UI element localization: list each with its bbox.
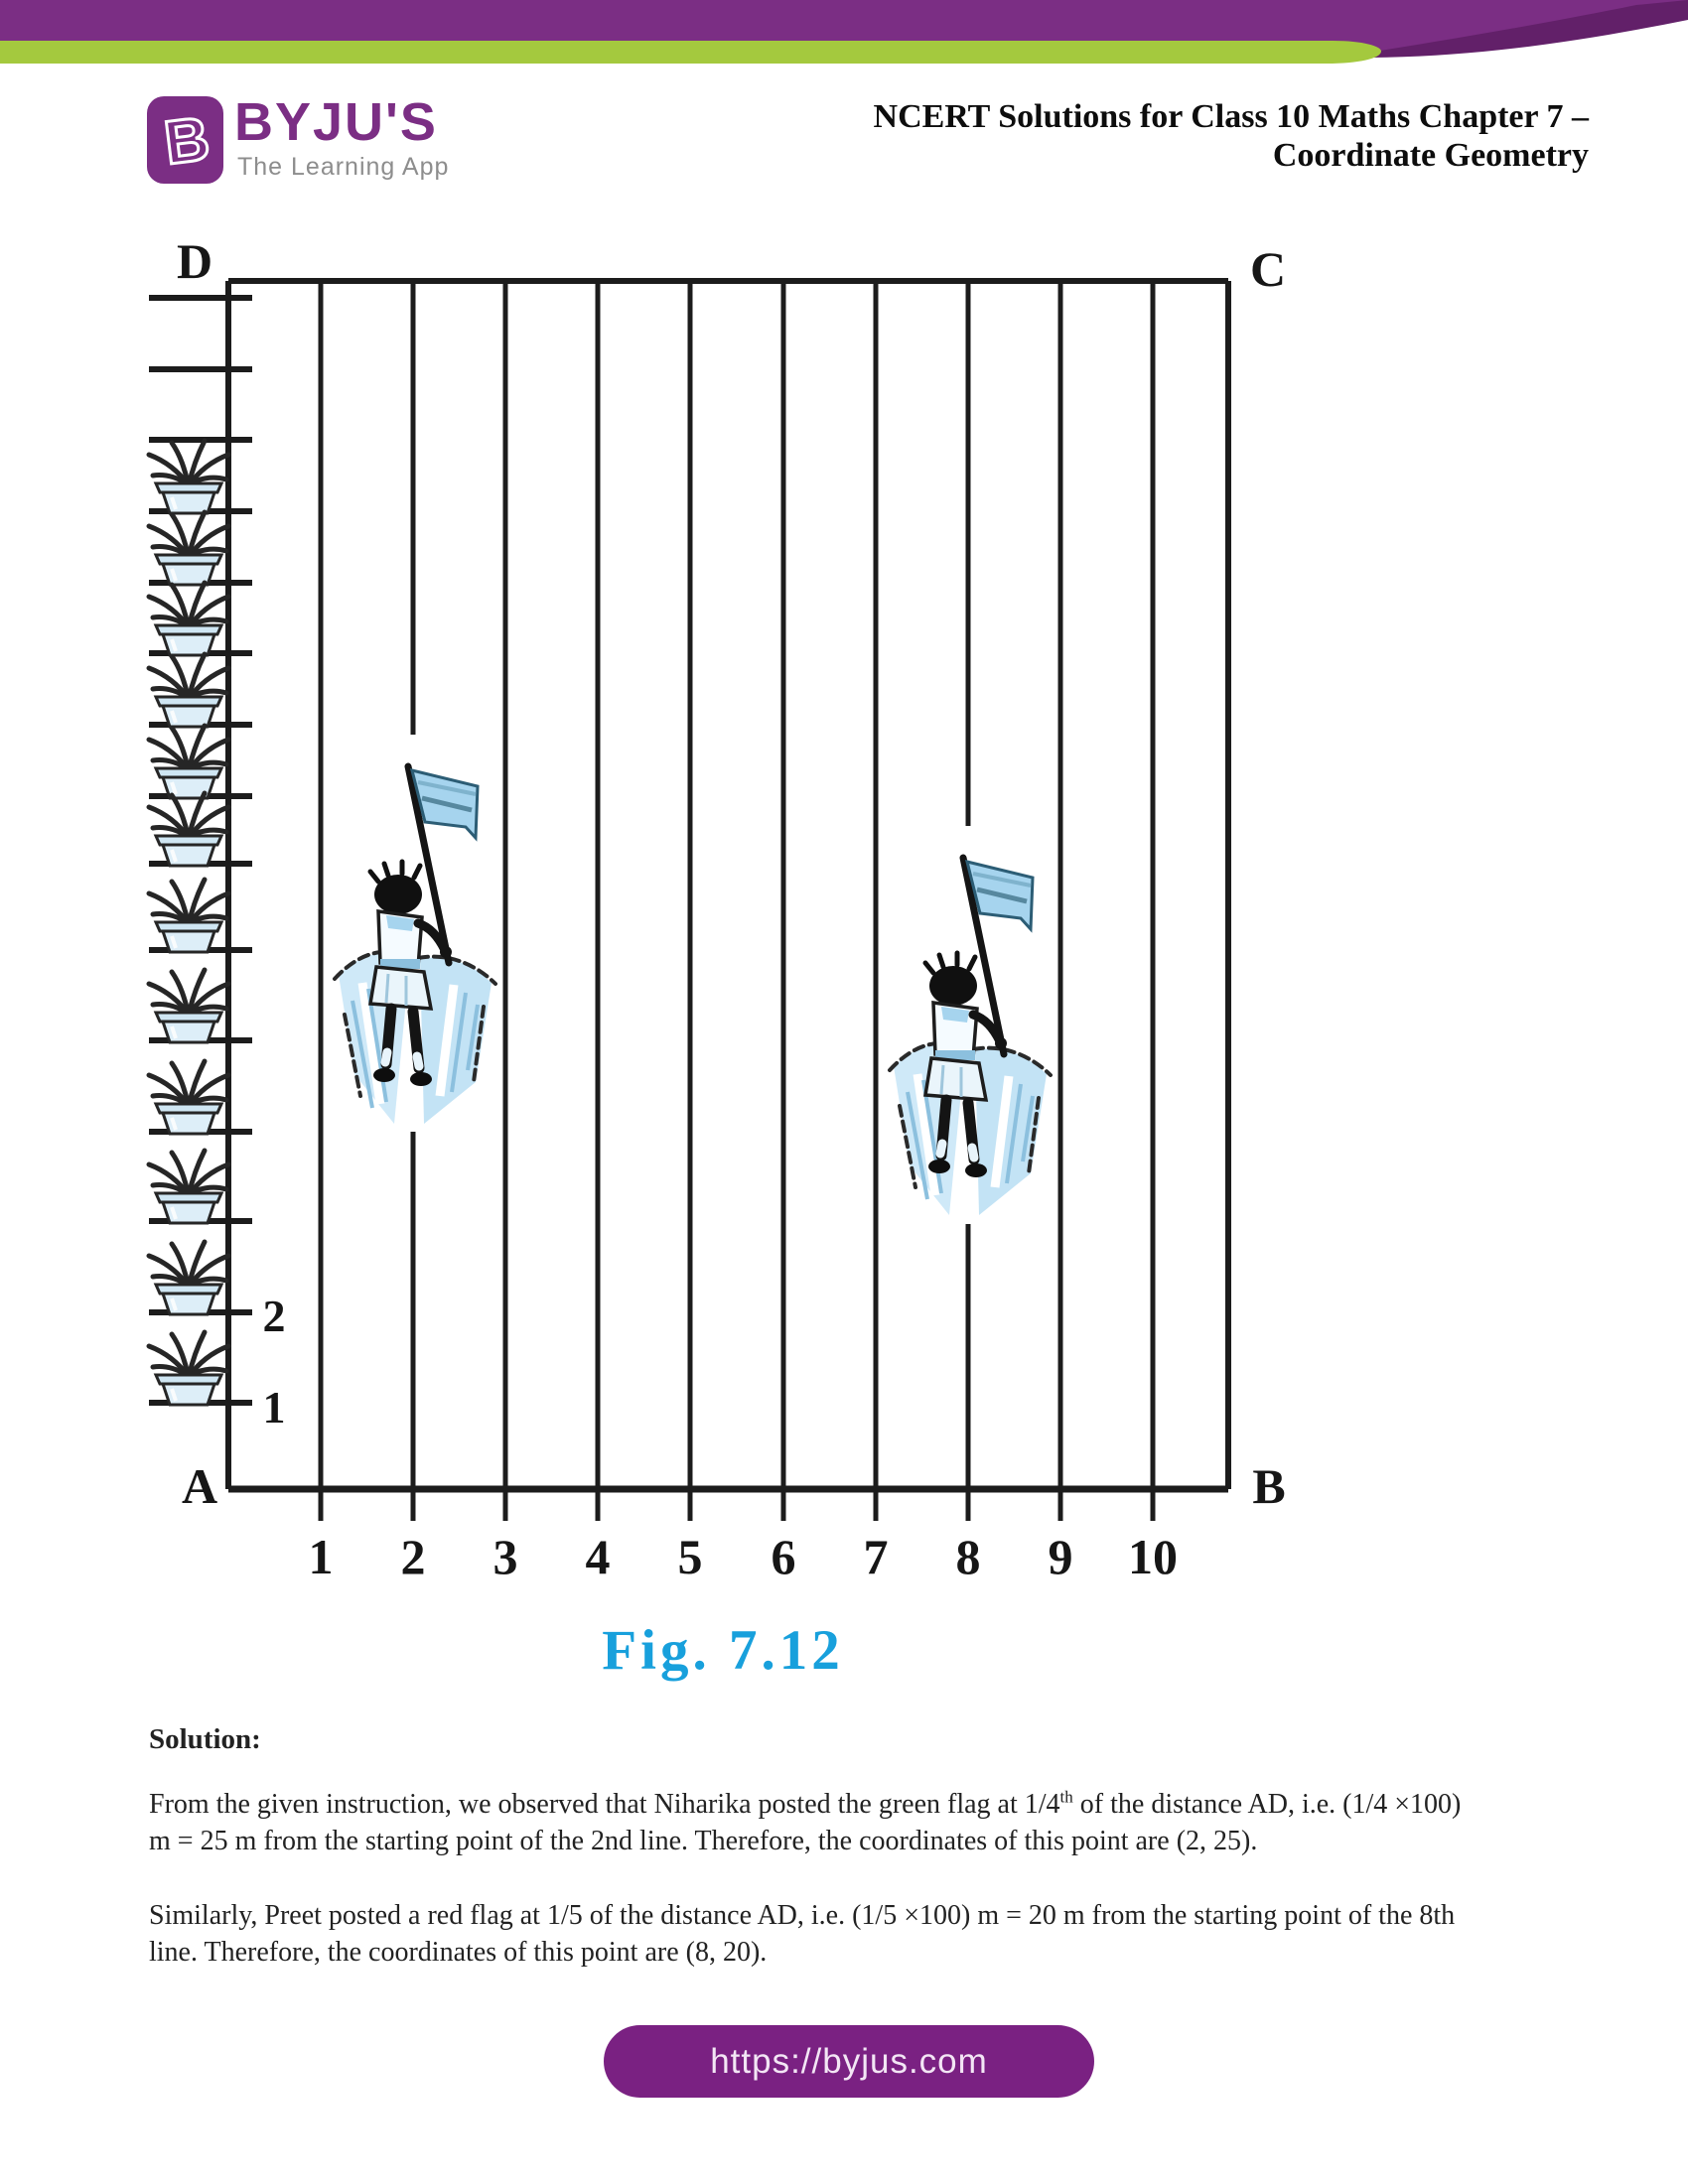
corner-label-C: C	[1249, 241, 1287, 297]
solution-section	[149, 1723, 1579, 2008]
flower-pot-icon	[149, 1242, 228, 1314]
flower-pot-icon	[149, 970, 228, 1042]
line-number-9: 9	[1048, 1529, 1073, 1584]
left-wall-ticks	[149, 298, 252, 1403]
line-number-8: 8	[955, 1529, 981, 1584]
flower-pot-icon	[149, 793, 228, 866]
flower-pot-icon	[149, 726, 228, 798]
solution-p1-line2: m = 25 m from the starting point of the 2nd line. Therefore, the coordinates of this point are (2, 25).	[149, 1826, 1258, 1856]
line-number-1: 1	[308, 1529, 334, 1584]
line-number-5: 5	[677, 1529, 703, 1584]
line-number-6: 6	[771, 1529, 796, 1584]
numbered-chalk-lines	[321, 281, 1153, 1521]
flower-pots-column	[149, 441, 228, 1405]
logo-wordmark: BYJU'S	[234, 92, 438, 152]
wall-scale-label-2: 2	[262, 1291, 286, 1341]
corner-label-A: A	[181, 1458, 218, 1514]
superscript-th: th	[1059, 1787, 1073, 1807]
flower-pot-icon	[149, 1151, 228, 1223]
byjus-logo-badge-icon	[147, 96, 223, 184]
flower-pot-icon	[149, 1061, 228, 1134]
line-number-10: 10	[1128, 1529, 1178, 1584]
corner-label-D: D	[176, 233, 213, 289]
footer-url-pill[interactable]	[604, 2025, 1094, 2098]
line-number-4: 4	[585, 1529, 611, 1584]
solution-p2-line2: line. Therefore, the coordinates of this point are (8, 20).	[149, 1937, 768, 1968]
wall-scale-label-1: 1	[262, 1382, 286, 1433]
solution-paragraph-2	[149, 1897, 1579, 1971]
line-number-3: 3	[492, 1529, 518, 1584]
flower-pot-icon	[149, 1332, 228, 1405]
field-rectangle-ABCD	[228, 281, 1228, 1489]
figure-caption: Fig. 7.12	[602, 1619, 844, 1682]
page-title	[834, 97, 1589, 175]
flower-pot-icon	[149, 441, 228, 513]
logo-letter: B	[160, 104, 213, 179]
footer-url-text: https://byjus.com	[710, 2041, 988, 2081]
page-title-line2: Coordinate Geometry	[1272, 137, 1589, 174]
flower-pot-icon	[149, 880, 228, 952]
corner-label-B: B	[1252, 1458, 1286, 1514]
flower-pot-icon	[149, 512, 228, 585]
solution-heading: Solution:	[149, 1723, 261, 1755]
line-number-2: 2	[400, 1529, 426, 1584]
students-with-flags	[335, 766, 1051, 1215]
solution-p1-line1: From the given instruction, we observed that Niharika posted the green flag at 1/4th of the distance AD, i.e. (1/4 ×100)	[149, 1787, 1462, 1820]
solution-paragraph-1	[149, 1786, 1579, 1859]
student-with-flag-icon	[335, 766, 495, 1124]
page-title-line1: NCERT Solutions for Class 10 Maths Chapter 7 –	[873, 98, 1589, 135]
logo-tagline: The Learning App	[237, 153, 450, 181]
banner-green-bar	[0, 41, 1381, 64]
flower-pot-icon	[149, 654, 228, 727]
byjus-logo	[147, 94, 475, 189]
flower-pot-icon	[149, 583, 228, 655]
line-number-7: 7	[863, 1529, 889, 1584]
student-with-flag-icon	[890, 858, 1051, 1215]
solution-p2-line1: Similarly, Preet posted a red flag at 1/5 of the distance AD, i.e. (1/5 ×100) m = 20 m from the starting point of the 8th	[149, 1900, 1456, 1931]
